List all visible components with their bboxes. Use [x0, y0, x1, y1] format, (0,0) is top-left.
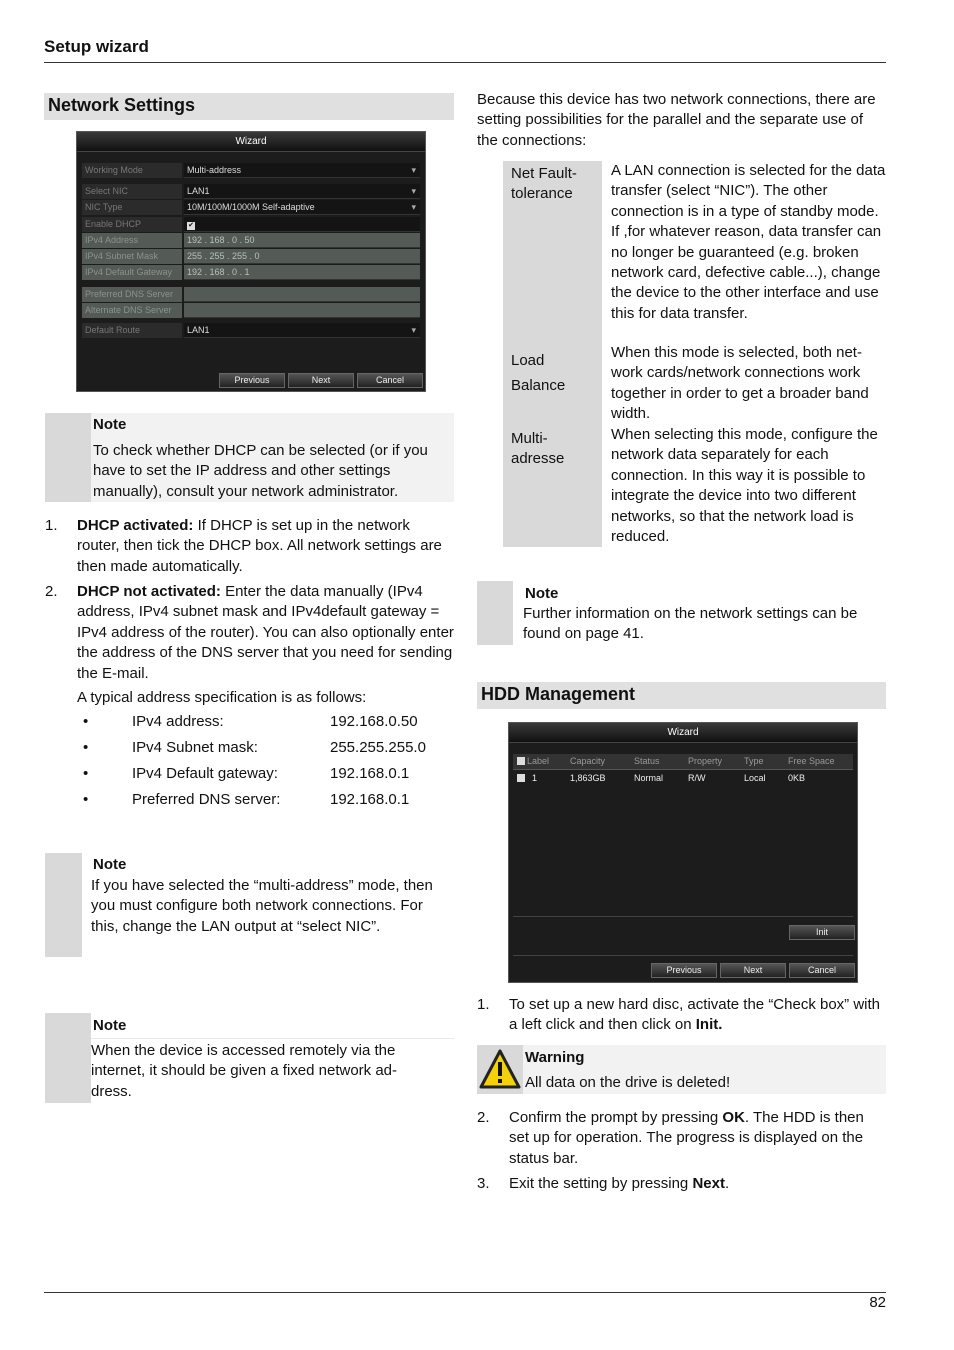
section-heading-hdd-management: HDD Management [477, 682, 886, 709]
wizard-field-row[interactable] [82, 200, 420, 215]
step-bold-label: DHCP activated: [77, 517, 194, 534]
wizard-dropdown[interactable] [184, 323, 420, 338]
step-bold-label: DHCP not activated: [77, 583, 221, 600]
wizard-field-input [184, 265, 420, 280]
step-1 [45, 516, 454, 577]
hdd-column-label: Capacity [570, 756, 606, 766]
hdd-cell: Normal [634, 773, 664, 783]
note-box-remote-access [45, 1013, 454, 1103]
note-text: To check whether DHCP can be selected (or if you have to set the IP address and other settings manually), consult your network administrator. [93, 442, 428, 500]
hdd-column-label: Type [744, 756, 764, 766]
init-button[interactable]: Init [789, 925, 855, 940]
page-header-title: Setup wizard [44, 37, 149, 56]
cancel-button[interactable]: Cancel [789, 963, 855, 978]
wizard-field-label: Enable DHCP [82, 217, 182, 232]
wizard-field-row [82, 265, 420, 280]
address-value: 255.255.255.0 [330, 739, 426, 756]
step-bold-label: Next [692, 1175, 725, 1192]
note-title: Note [93, 856, 127, 873]
wizard-field-input [184, 303, 420, 318]
wizard-field-value: 192 . 168 . 0 . 50 [187, 235, 255, 245]
note-strip [45, 413, 91, 502]
wizard-field-row [82, 303, 420, 318]
wizard-field-input [184, 249, 420, 264]
hdd-column-header [744, 756, 764, 766]
next-button[interactable]: Next [288, 373, 354, 388]
step-text: . The HDD is then set up for operation. The progress is displayed on the status bar. [509, 1109, 864, 1167]
note-text: When the device is accessed remotely via the internet, it should be given a fixed network address. [91, 1042, 398, 1100]
wizard-dropdown[interactable] [184, 163, 420, 178]
select-all-checkbox[interactable] [517, 757, 525, 765]
note-strip [45, 853, 82, 957]
chevron-down-icon[interactable]: ▾ [411, 186, 416, 196]
step-number: 2. [45, 583, 58, 600]
footer-rule [44, 1292, 886, 1293]
note-box-multi-address [45, 853, 454, 957]
header-rule [44, 62, 886, 63]
warning-title: Warning [525, 1049, 585, 1066]
hdd-table-row[interactable] [513, 771, 853, 785]
wizard-field-value: 255 . 255 . 255 . 0 [187, 251, 260, 261]
address-label: Preferred DNS server: [132, 791, 281, 808]
hdd-column-header [570, 756, 605, 766]
wizard-field-value: 10M/100M/1000M Self-adaptive [187, 202, 315, 212]
note-title: Note [93, 416, 127, 433]
hdd-column-label: Label [527, 756, 550, 766]
hdd-column-header [688, 756, 722, 766]
step-bold-label: Init. [695, 1016, 723, 1034]
section-heading-network-settings: Network Settings [44, 93, 454, 120]
hdd-wizard-screenshot [508, 722, 858, 983]
wizard-field-label: Select NIC [82, 184, 182, 199]
bullet-icon: • [83, 739, 89, 756]
note-divider [91, 1038, 454, 1039]
note-title: Note [525, 585, 559, 602]
hdd-cell: 1,863GB [570, 773, 606, 783]
wizard-field-row [82, 233, 420, 248]
page-number: 82 [869, 1294, 886, 1311]
chevron-down-icon[interactable]: ▾ [411, 325, 416, 335]
address-value: 192.168.0.1 [330, 765, 410, 782]
wizard-field-label: Preferred DNS Server [82, 287, 182, 302]
checkbox-checked-icon[interactable]: ✔ [188, 222, 194, 229]
address-value: 192.168.0.50 [330, 713, 418, 730]
step-text: Enter the data manually (IPv4 address, IPv4 subnet mask and IPv4default gateway = IPv4 address of the router). You can also optionally enter the address of the DNS server that you need for sending the E-mail. [77, 583, 454, 682]
step-text: . [724, 1175, 730, 1192]
typical-intro: A typical address specification is as follows: [77, 689, 367, 706]
hdd-step-1 [477, 995, 887, 1036]
note-text: If you have selected the “multi-address” mode, then you must configure both network connections. For this, change the LAN output at “select NIC”. [91, 877, 433, 935]
step-bold-label: OK [722, 1109, 745, 1126]
wizard-field-row[interactable] [82, 217, 420, 232]
hdd-column-label: Property [688, 756, 723, 766]
bullet-icon: • [83, 791, 89, 808]
hdd-row-checkbox[interactable] [517, 774, 525, 782]
wizard-field-label: Alternate DNS Server [82, 303, 182, 318]
wizard-field-row [82, 249, 420, 264]
connections-intro: Because this device has two network connections, there are setting possibilities for the parallel and the separate use of the connections: [477, 91, 876, 149]
chevron-down-icon[interactable]: ▾ [411, 165, 416, 175]
hdd-column-header [634, 756, 660, 766]
warning-icon [479, 1049, 521, 1089]
step-number: 2. [477, 1109, 490, 1126]
warning-box [477, 1045, 886, 1094]
mode-desc-net-fault-tolerance: A LAN connection is selected for the data transfer (select “NIC”). The other connection is in a type of standby mode. If ,for whatever reason, data transfer can no longer be guaranteed (e.g. broken network card, defective cable...), change the device to the other interface and use this for data transfer. [611, 162, 886, 322]
address-label: IPv4 Subnet mask: [132, 739, 258, 756]
hdd-column-label: Free Space [788, 756, 835, 766]
note-strip [45, 1013, 91, 1103]
chevron-down-icon[interactable]: ▾ [411, 202, 416, 212]
step-number: 3. [477, 1175, 490, 1192]
hdd-column-header [788, 756, 835, 766]
hdd-divider [513, 955, 853, 956]
wizard-field-label: IPv4 Subnet Mask [82, 249, 182, 264]
bullet-icon: • [83, 713, 89, 730]
mode-name-load-balance: Load Balance [511, 352, 566, 394]
wizard-field-value: LAN1 [187, 186, 210, 196]
wizard-dropdown[interactable] [184, 184, 420, 199]
wizard-field-label: NIC Type [82, 200, 182, 215]
step-2 [45, 582, 454, 684]
hdd-cell: Local [744, 773, 766, 783]
wizard-field-value: LAN1 [187, 325, 210, 335]
hdd-cell: R/W [688, 773, 706, 783]
step-number: 1. [45, 517, 58, 534]
address-label: IPv4 Default gateway: [132, 765, 278, 782]
step-text: Exit the setting by pressing [509, 1175, 693, 1192]
network-wizard-screenshot [76, 131, 426, 392]
hdd-divider [513, 916, 853, 917]
hdd-step-3 [477, 1174, 887, 1194]
previous-button[interactable]: Previous [219, 373, 285, 388]
address-label: IPv4 address: [132, 713, 224, 730]
hdd-step-2 [477, 1108, 887, 1169]
previous-button[interactable]: Previous [651, 963, 717, 978]
wizard-field-row[interactable] [82, 323, 420, 338]
step-text: If DHCP is set up in the network router, then tick the DHCP box. All network settings are then made automatically. [77, 517, 442, 575]
hdd-cell: 0KB [788, 773, 806, 783]
wizard-field-value: Multi-address [187, 165, 242, 175]
hdd-cell: 1 [532, 773, 538, 783]
address-value: 192.168.0.1 [330, 791, 410, 808]
note-text: Further information on the network settings can be found on page 41. [523, 605, 858, 643]
wizard-field-label: IPv4 Address [82, 233, 182, 248]
wizard-field-row[interactable] [82, 184, 420, 199]
wizard-title: Wizard [77, 132, 425, 152]
wizard-field-input [184, 287, 420, 302]
wizard-dropdown[interactable] [184, 200, 420, 215]
step-text: Confirm the prompt by pressing [509, 1109, 723, 1126]
wizard-field-label: Default Route [82, 323, 182, 338]
hdd-column-header [517, 756, 549, 766]
mode-name-net-fault-tolerance: Net Fault-tolerance [511, 165, 577, 203]
warning-text: All data on the drive is deleted! [525, 1074, 731, 1091]
note-box-dhcp [45, 413, 454, 502]
wizard-field-row[interactable] [82, 163, 420, 178]
hdd-table-header [513, 754, 853, 770]
wizard-field-row [82, 287, 420, 302]
step-text: To set up a new hard disc, activate the “Check box” with a left click and then click on [509, 996, 881, 1034]
mode-desc-load-balance: When this mode is selected, both network cards/network connections work together in order to get a broader band width. [611, 344, 869, 423]
wizard-title: Wizard [509, 723, 857, 743]
note-box-further-info [477, 581, 886, 645]
wizard-field-label: Working Mode [82, 163, 182, 178]
mode-name-multi-adresse: Multi-adresse [511, 430, 565, 468]
next-button[interactable]: Next [720, 963, 786, 978]
step-number: 1. [477, 996, 490, 1013]
hdd-column-label: Status [634, 756, 660, 766]
mode-desc-multi-adresse: When selecting this mode, configure the network data separately for each connection. In this way it is possible to integrate the device into two different networks, so that the network load is reduced. [611, 426, 878, 546]
enable-dhcp-checkbox[interactable] [184, 217, 420, 232]
cancel-button[interactable]: Cancel [357, 373, 423, 388]
bullet-icon: • [83, 765, 89, 782]
wizard-field-label: IPv4 Default Gateway [82, 265, 182, 280]
wizard-field-value: 192 . 168 . 0 . 1 [187, 267, 250, 277]
note-strip [477, 581, 513, 645]
wizard-field-input [184, 233, 420, 248]
note-title: Note [93, 1017, 127, 1034]
